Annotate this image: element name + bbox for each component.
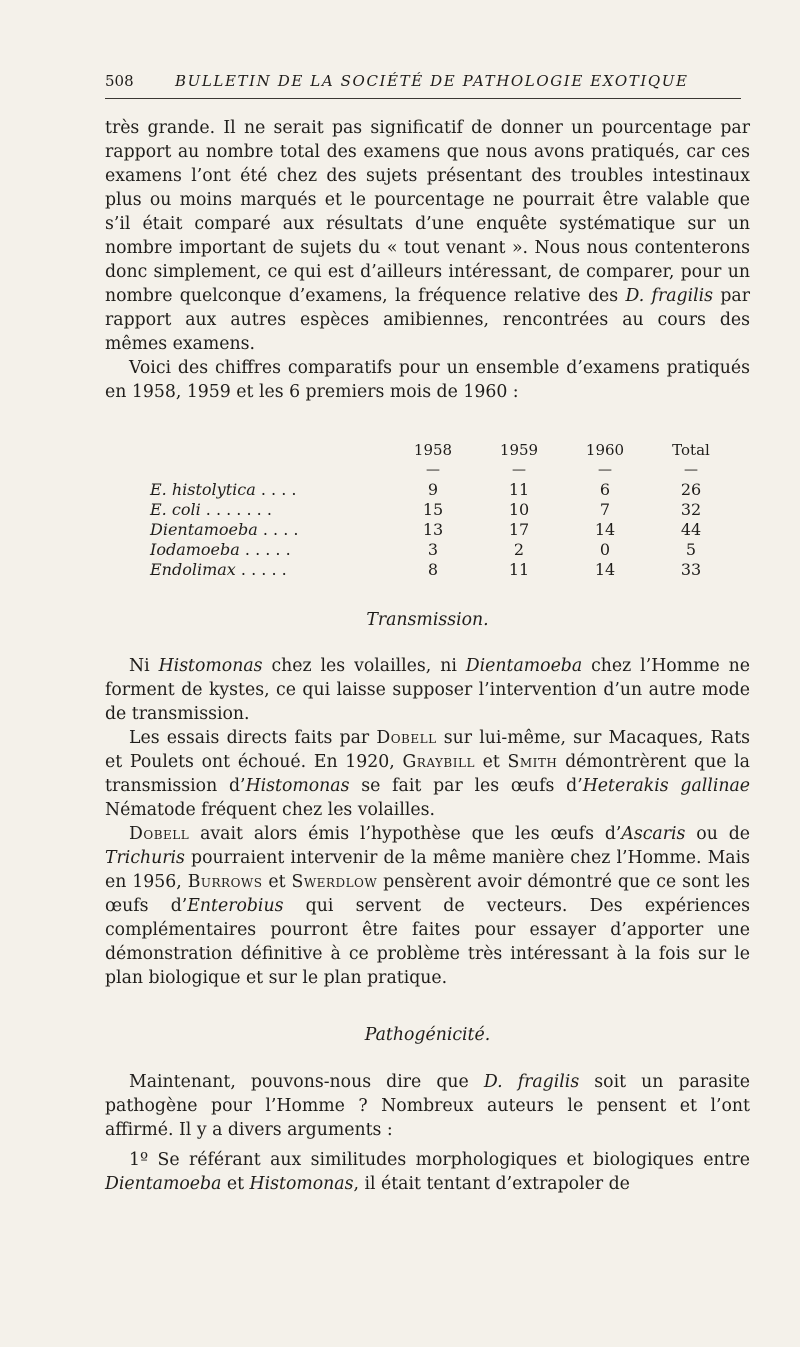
table-cell: 11 bbox=[508, 560, 530, 579]
leader-dots: . . . . bbox=[260, 480, 297, 499]
paragraph-question bbox=[105, 1070, 750, 1142]
table-row bbox=[150, 540, 734, 560]
header-dash: — bbox=[512, 462, 526, 478]
table-cell: 14 bbox=[594, 560, 616, 579]
paragraph-intro bbox=[105, 116, 750, 356]
text-run: chez l’Homme ne forment de kystes, ce qui laisse supposer l’intervention d’un autre mode de transmission. bbox=[105, 656, 750, 724]
text-run: sur lui-même, sur Macaques, Rats et Poulets ont échoué. En 1920, bbox=[105, 728, 751, 772]
table-cell: 33 bbox=[680, 560, 702, 579]
text-run: soit un parasite pathogène pour l’Homme ? Nombreux auteurs le pensent et l’ont affirmé. Il y a divers arguments : bbox=[105, 1072, 750, 1140]
body-text-pathogenicity bbox=[105, 1070, 750, 1196]
paragraph-argument-1 bbox=[105, 1148, 750, 1196]
running-title: BULLETIN DE LA SOCIÉTÉ DE PATHOLOGIE EXOTIQUE bbox=[175, 72, 689, 90]
table-cell: 44 bbox=[680, 520, 702, 539]
table-cell: 26 bbox=[680, 480, 702, 499]
author-name: Graybill bbox=[402, 752, 475, 772]
author-name: Swerdlow bbox=[291, 872, 378, 892]
table-cell: 11 bbox=[508, 480, 530, 499]
header-dash: — bbox=[426, 462, 440, 478]
row-label bbox=[150, 520, 390, 540]
paragraph-figures: Voici des chiffres comparatifs pour un ensemble d’examens pratiqués en 1958, 1959 et les 6 premiers mois de 1960 : bbox=[105, 358, 750, 402]
table-cell: 10 bbox=[508, 500, 530, 519]
genus-name: Trichuris bbox=[105, 848, 185, 868]
genus-name: Histomonas bbox=[249, 1174, 354, 1194]
text-run: et bbox=[221, 1174, 250, 1194]
row-label bbox=[150, 500, 390, 520]
text-run: par rapport aux autres espèces amibiennes, rencontrées au cours des mêmes examens. bbox=[105, 286, 750, 354]
text-run: qui servent de vecteurs. Des expériences complémentaires pourront être faites pour essayer d’apporter une démonstration définitive à ce problème très intéressant à la fois sur le plan biologique et sur le plan pratique. bbox=[105, 896, 750, 988]
text-run: très grande. Il ne serait pas significatif de donner un pourcentage par rapport au nombre total des examens que nous avons pratiqués, car ces examens l’ont été chez des sujets présentant des troubles intestinaux plus ou moins marqués et le pourcentage ne pourrait être valable que s’il était comparé aux résultats d’une enquête systématique sur un nombre important de sujets du « tout venant ». Nous nous contenterons donc simplement, ce qui est d’ailleurs intéressant, de comparer, pour un nombre quelconque d’examens, la fréquence relative des bbox=[105, 118, 750, 306]
header-dash: — bbox=[598, 462, 612, 478]
text-run: Nématode fréquent chez les volailles. bbox=[105, 800, 435, 820]
table-cell: 13 bbox=[422, 520, 444, 539]
leader-dots: . . . . . bbox=[244, 540, 291, 559]
text-run: Ni bbox=[129, 656, 159, 676]
text-run: Les essais directs faits par bbox=[129, 728, 377, 748]
col-header-total: Total bbox=[672, 441, 710, 459]
col-header-1959: 1959 bbox=[499, 441, 539, 459]
species-label: E. coli bbox=[150, 500, 201, 519]
col-header-1958: 1958 bbox=[413, 441, 453, 459]
paragraph-experiments bbox=[105, 726, 750, 822]
table-row bbox=[150, 520, 734, 540]
amoeba-frequency-table bbox=[150, 440, 734, 580]
col-header-1960: 1960 bbox=[585, 441, 625, 459]
table-cell: 2 bbox=[513, 540, 525, 559]
species-name: D. fragilis bbox=[625, 286, 714, 306]
leader-dots: . . . . . . . bbox=[205, 500, 272, 519]
leader-dots: . . . . bbox=[262, 520, 299, 539]
author-name: Smith bbox=[507, 752, 558, 772]
table-cell: 14 bbox=[594, 520, 616, 539]
page-header bbox=[105, 72, 750, 98]
table-corner bbox=[150, 440, 390, 460]
table-dash-row bbox=[150, 460, 734, 480]
species-label: Dientamoeba bbox=[150, 520, 258, 539]
table-row bbox=[150, 500, 734, 520]
section-heading-transmission: Transmission. bbox=[366, 610, 489, 630]
header-rule bbox=[105, 98, 741, 99]
table-cell: 0 bbox=[599, 540, 611, 559]
text-run: et bbox=[262, 872, 292, 892]
table-cell: 9 bbox=[427, 480, 439, 499]
genus-name: Histomonas bbox=[158, 656, 263, 676]
author-name: Dobell bbox=[376, 728, 437, 748]
leader-dots: . . . . . bbox=[240, 560, 287, 579]
text-run: avait alors émis l’hypothèse que les œufs d’ bbox=[189, 824, 622, 844]
text-run: 1º Se référant aux similitudes morphologiques et biologiques entre bbox=[129, 1150, 750, 1170]
text-run: pensèrent avoir démontré que ce sont les œufs d’ bbox=[105, 872, 750, 916]
text-run: pourraient intervenir de la même manière chez l’Homme. Mais en 1956, bbox=[105, 848, 750, 892]
species-name: Heterakis gallinae bbox=[582, 776, 751, 796]
author-name: Burrows bbox=[187, 872, 263, 892]
genus-name: Dientamoeba bbox=[465, 656, 583, 676]
text-run: et bbox=[474, 752, 508, 772]
section-heading-pathogenicity: Pathogénicité. bbox=[364, 1025, 491, 1045]
table-cell: 8 bbox=[427, 560, 439, 579]
genus-name: Histomonas bbox=[245, 776, 350, 796]
row-label bbox=[150, 560, 390, 580]
table-cell: 17 bbox=[508, 520, 530, 539]
species-label: E. histolytica bbox=[150, 480, 256, 499]
table-header-row bbox=[150, 440, 734, 460]
text-run: chez les volailles, ni bbox=[262, 656, 466, 676]
table-cell: 3 bbox=[427, 540, 439, 559]
table-corner bbox=[150, 460, 390, 480]
species-label: Endolimax bbox=[150, 560, 236, 579]
table-row bbox=[150, 480, 734, 500]
header-dash: — bbox=[684, 462, 698, 478]
paragraph-hypothesis bbox=[105, 822, 750, 990]
table-row bbox=[150, 560, 734, 580]
paragraph-cysts bbox=[105, 654, 750, 726]
table-cell: 7 bbox=[599, 500, 611, 519]
table-cell: 15 bbox=[422, 500, 444, 519]
table-cell: 5 bbox=[685, 540, 697, 559]
table-cell: 32 bbox=[680, 500, 702, 519]
species-label: Iodamoeba bbox=[150, 540, 240, 559]
body-text-top bbox=[105, 116, 750, 404]
text-run: se fait par les œufs d’ bbox=[349, 776, 583, 796]
species-name: D. fragilis bbox=[483, 1072, 580, 1092]
author-name: Dobell bbox=[129, 824, 190, 844]
genus-name: Dientamoeba bbox=[105, 1174, 222, 1194]
genus-name: Ascaris bbox=[621, 824, 686, 844]
body-text-transmission bbox=[105, 654, 750, 990]
text-run: démontrèrent que la transmission d’ bbox=[105, 752, 750, 796]
page-number: 508 bbox=[105, 72, 134, 90]
row-label bbox=[150, 540, 390, 560]
row-label bbox=[150, 480, 390, 500]
text-run: ou de bbox=[685, 824, 751, 844]
genus-name: Enterobius bbox=[187, 896, 284, 916]
table-cell: 6 bbox=[599, 480, 611, 499]
text-run: Maintenant, pouvons-nous dire que bbox=[129, 1072, 484, 1092]
text-run: , il était tentant d’extrapoler de bbox=[353, 1174, 630, 1194]
